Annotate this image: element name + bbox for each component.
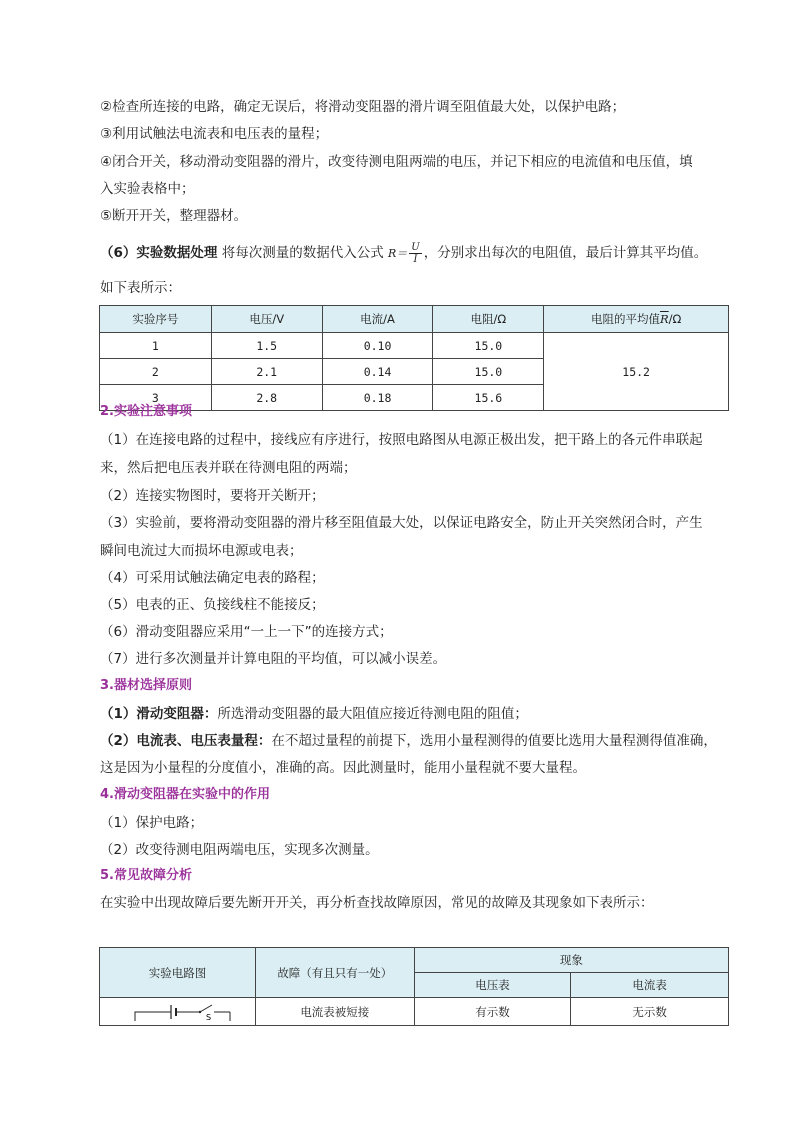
step-3: ③利用试触法电流表和电压表的量程；	[100, 126, 329, 142]
header-current: 电流/A	[322, 306, 433, 333]
average-symbol: $\overline{R}$	[659, 312, 669, 326]
principle-1	[100, 704, 528, 724]
cell-ammeter-reading: 无示数	[571, 998, 729, 1026]
step-4: ④闭合开关，移动滑动变阻器的滑片，改变待测电阻两端的电压，并记下相应的电流值和电压值，填	[100, 154, 693, 170]
section-4-title: 4.滑动变阻器在实验中的作用	[100, 787, 270, 802]
switch-label: S	[206, 1013, 212, 1021]
cell-average: 15.2	[544, 333, 729, 411]
fault-intro: 在实验中出现故障后要先断开开关，再分析查找故障原因，常见的故障及其现象如下表所示：	[100, 895, 654, 911]
circuit-diagram-cell	[100, 998, 256, 1026]
table-header-row	[100, 306, 729, 333]
cell-index: 3	[100, 385, 212, 411]
cell-voltage: 2.8	[211, 385, 322, 411]
cell-fault: 电流表被短接	[255, 998, 414, 1026]
average-unit: /Ω	[668, 312, 682, 326]
step-2: ②检查所连接的电路，确定无误后，将滑动变阻器的滑片调至阻值最大处，以保护电路；	[100, 99, 626, 115]
principle-2-label: （2）电流表、电压表量程：	[100, 733, 272, 749]
header-index: 实验序号	[100, 306, 212, 333]
cell-resistance: 15.0	[433, 333, 544, 359]
formula-fraction	[409, 242, 421, 265]
section-2-title: 2.实验注意事项	[100, 404, 192, 419]
note-2: （2）连接实物图时，要将开关断开；	[100, 488, 325, 504]
cell-voltmeter-reading: 有示数	[414, 998, 571, 1026]
cell-current: 0.14	[322, 359, 433, 385]
cell-index: 2	[100, 359, 212, 385]
role-1: （1）保护电路；	[100, 815, 204, 831]
role-2: （2）改变待测电阻两端电压，实现多次测量。	[100, 842, 379, 858]
fault-header-row	[100, 948, 729, 973]
data-processing-line	[100, 240, 707, 267]
cell-voltage: 1.5	[211, 333, 322, 359]
cell-current: 0.18	[322, 385, 433, 411]
step-5: ⑤断开开关，整理器材。	[100, 208, 248, 224]
header-fault: 故障（有且只有一处）	[255, 948, 414, 998]
data-processing-text: 将每次测量的数据代入公式	[221, 245, 384, 261]
data-processing-after: ，分别求出每次的电阻值，最后计算其平均值。	[423, 245, 708, 261]
note-1: （1）在连接电路的过程中，接线应有序进行，按照电路图从电源正极出发，把干路上的各元件串联起	[100, 432, 703, 448]
data-processing-label: （6）实验数据处理	[100, 245, 218, 261]
cell-voltage: 2.1	[211, 359, 322, 385]
header-circuit: 实验电路图	[100, 948, 256, 998]
header-resistance: 电阻/Ω	[433, 306, 544, 333]
header-average-label: 电阻的平均值	[590, 312, 660, 326]
note-3-cont: 瞬间电流过大而损坏电源或电表；	[100, 543, 303, 559]
formula-denominator: I	[413, 253, 418, 265]
note-1-cont: 来，然后把电压表并联在待测电阻的两端；	[100, 460, 357, 476]
principle-1-text: 所选滑动变阻器的最大阻值应接近待测电阻的阻值；	[217, 706, 528, 722]
circuit-diagram	[102, 999, 252, 1021]
header-voltage: 电压/V	[211, 306, 322, 333]
cell-resistance: 15.0	[433, 359, 544, 385]
header-phenomenon: 现象	[414, 948, 728, 973]
cell-resistance: 15.6	[433, 385, 544, 411]
note-6: （6）滑动变阻器应采用“一上一下”的连接方式；	[100, 624, 393, 640]
header-ammeter: 电流表	[571, 973, 729, 998]
measurement-table	[99, 305, 729, 411]
formula-lhs: R＝	[388, 247, 408, 260]
principle-2-text: 在不超过量程的前提下，选用小量程测得的值要比选用大量程测得值准确，	[271, 733, 717, 749]
note-4: （4）可采用试触法确定电表的路程；	[100, 570, 325, 586]
section-5-title: 5.常见故障分析	[100, 868, 192, 883]
cell-current: 0.10	[322, 333, 433, 359]
principle-2	[100, 731, 717, 751]
note-3: （3）实验前，要将滑动变阻器的滑片移至阻值最大处，以保证电路安全，防止开关突然闭合时，产生	[100, 515, 703, 531]
formula-numerator: U	[411, 241, 420, 253]
table-intro: 如下表所示：	[100, 280, 181, 296]
principle-1-label: （1）滑动变阻器：	[100, 706, 218, 722]
header-voltmeter: 电压表	[414, 973, 571, 998]
table-row	[100, 998, 729, 1026]
note-5: （5）电表的正、负接线柱不能接反；	[100, 597, 325, 613]
principle-2-cont: 这是因为小量程的分度值小，准确的高。因此测量时，能用小量程就不要大量程。	[100, 760, 586, 776]
step-4-cont: 入实验表格中；	[100, 181, 195, 197]
header-average	[544, 306, 729, 333]
note-7: （7）进行多次测量并计算电阻的平均值，可以减小误差。	[100, 651, 447, 667]
table-row	[100, 333, 729, 359]
fault-table	[99, 947, 729, 1026]
section-3-title: 3.器材选择原则	[100, 678, 192, 693]
cell-index: 1	[100, 333, 212, 359]
